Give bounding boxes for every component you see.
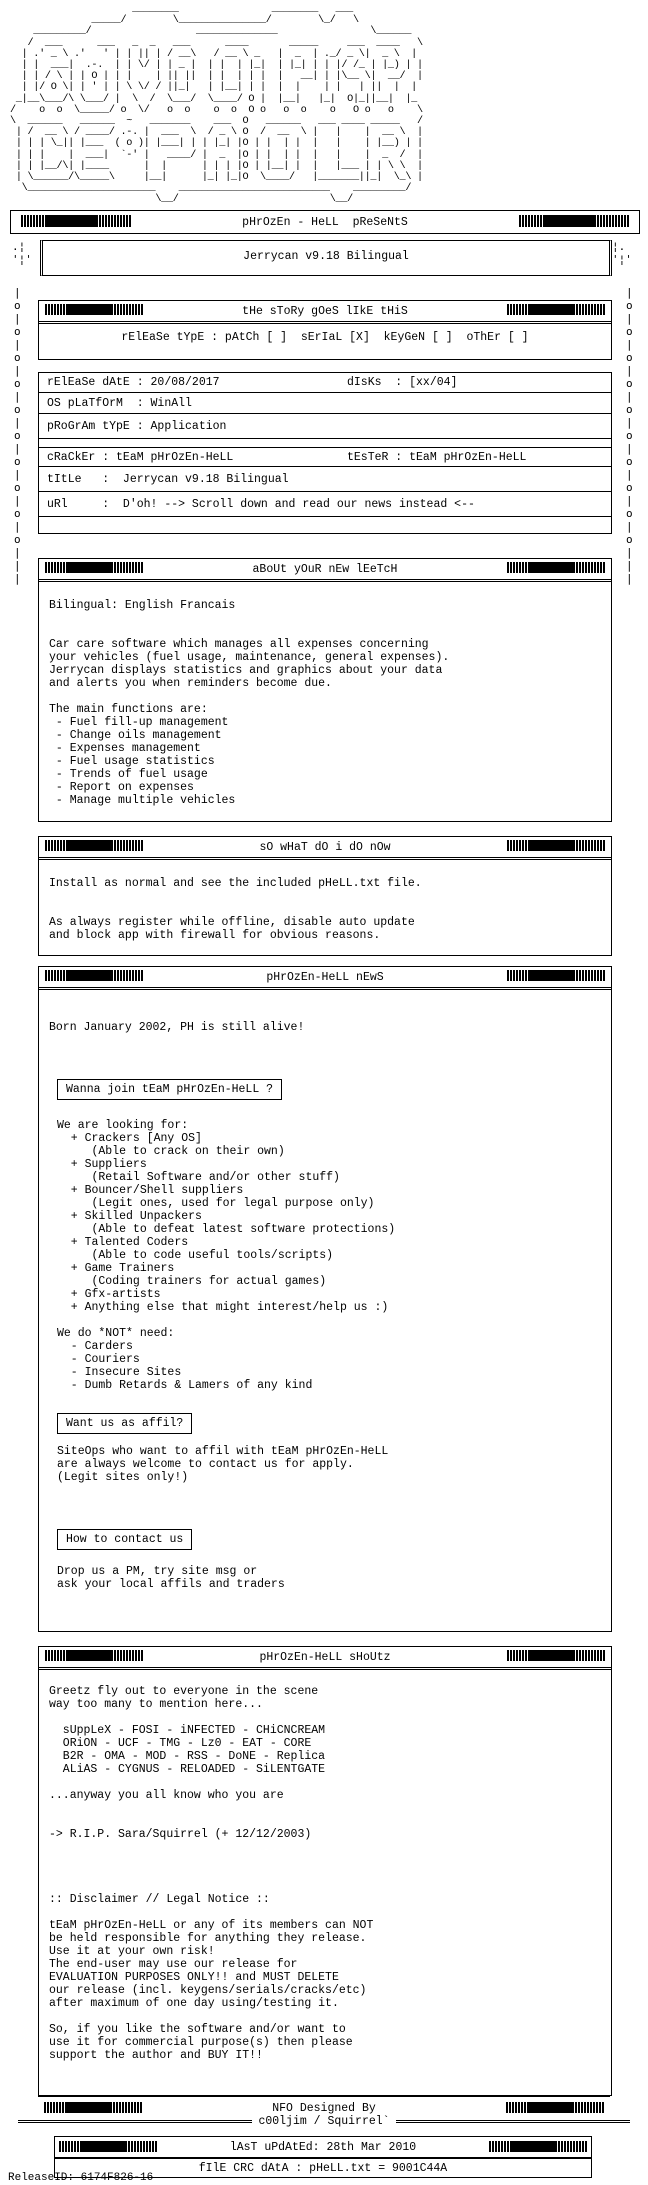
- howto-head-title: sO wHaT dO i dO nOw: [259, 840, 391, 854]
- news-head: [39, 967, 611, 990]
- program-title: Jerrycan v9.18 Bilingual: [243, 250, 409, 263]
- left-dots-decoration: .¦ '¦': [12, 240, 32, 266]
- about-body: Bilingual: English Francais Car care software which manages all expenses concerning your vehicles (fuel usage, maintenance, general expenses). Jerrycan displays statistics and graphics about your data and alerts you when reminders become due. The main functions are: - Fuel fill-up management - Change oils management - Expenses management - Fuel usage statistics - Trends of fuel usage - Report on expenses - Manage multiple vehicles: [49, 599, 450, 807]
- story-section: [38, 300, 612, 360]
- contact-button[interactable]: [57, 1527, 192, 1550]
- affil-button-label: Want us as affil?: [57, 1413, 192, 1434]
- left-hatch-decoration: [21, 215, 131, 227]
- designer-name: c00ljim / Squirrel`: [252, 2115, 395, 2128]
- contact-text: Drop us a PM, try site msg or ask your local affils and traders: [57, 1565, 285, 1591]
- about-head-title: aBoUt yOuR nEw lEeTcH: [252, 562, 398, 576]
- story-head: [39, 301, 611, 324]
- program-type-row: [39, 415, 611, 439]
- nfo-page: [8, 0, 640, 2184]
- shoutz-head-title: pHrOzEn-HeLL sHoUtz: [259, 1650, 391, 1664]
- designed-by-label: NFO Designed By: [272, 2102, 376, 2115]
- right-hatch-decoration: [519, 215, 629, 227]
- phrozen-hell-ascii-logo: [10, 4, 638, 206]
- os-platform-field: OS pLaTfOrM : WinAll: [47, 397, 192, 410]
- release-date-field: rElEaSe dAtE : 20/08/2017: [47, 376, 220, 389]
- release-id: ReleaseID: 6174F826-16: [8, 2172, 154, 2184]
- title-field: tItLe : Jerrycan v9.18 Bilingual: [47, 473, 289, 486]
- right-rail-decoration: | o | o | o | o | o | o | o | o | o | o | | |: [626, 286, 633, 585]
- join-button-label: Wanna join tEaM pHrOzEn-HeLL ?: [57, 1079, 282, 1100]
- news-head-title: pHrOzEn-HeLL nEwS: [266, 970, 384, 984]
- shoutz-body: Greetz fly out to everyone in the scene way too many to mention here... sUppLeX - FOSI - iNFECTED - CHiCNCREAM ORiON - UCF - TMG - Lz0 - EAT - CORE B2R - OMA - MOD - RSS - DoNE - Replica ALiAS - CYGNUS - RELOADED - SiLENTGATE ...anyway you all know who you are -> R.I.P. Sara/Squirrel (+ 12/12/2003) :: Disclaimer // Legal Notice :: tEaM pHrOzEn-HeLL or any of its members can NOT be held responsible for anything they release. Use it at your own risk! The end-user may use our release for EVALUATION PURPOSES ONLY!! and MUST DELETE our release (incl. keygens/serials/cracks/etc) after maximum of one day using/testing it. So, if you like the software and/or want to use it for commercial purpose(s) then please support the author and BUY IT!!: [49, 1685, 374, 2062]
- presents-text: pHrOzEn - HeLL pReSeNtS: [242, 215, 408, 229]
- shoutz-section: [38, 1646, 612, 2096]
- release-date-row: [39, 373, 611, 393]
- howto-body: Install as normal and see the included pHeLL.txt file. As always register while offline, disable auto update and block app with firewall for obvious reasons.: [49, 877, 422, 942]
- affil-text: SiteOps who want to affil with tEaM pHrOzEn-HeLL are always welcome to contact us for apply. (Legit sites only!): [57, 1445, 389, 1484]
- release-info-table: [38, 372, 612, 534]
- news-born: Born January 2002, PH is still alive!: [49, 1021, 305, 1034]
- howto-head: [39, 837, 611, 860]
- crc-text: fIlE CRC dAtA : pHeLL.txt = 9001C44A: [198, 2162, 448, 2175]
- last-updated-text: lAsT uPdAtEd: 28th Mar 2010: [229, 2141, 417, 2154]
- contact-button-label: How to contact us: [57, 1529, 192, 1550]
- url-field: uRl : D'oh! --> Scroll down and read our news instead <--: [47, 498, 475, 511]
- news-looking-for: We are looking for: + Crackers [Any OS] (Able to crack on their own) + Suppliers (Retail Software and/or other stuff) + Bouncer/Shell suppliers (Legit ones, used for legal purpose only) + Skilled Unpackers (Able to defeat latest software protections) + Talented Coders (Able to code useful tools/scripts) + Game Trainers (Coding trainers for actual games) + Gfx-artists + Anything else that might interest/help us :) We do *NOT* need: - Carders - Couriers - Insecure Sites - Dumb Retards & Lamers of any kind: [57, 1119, 396, 1392]
- howto-section: [38, 836, 612, 956]
- program-title-bar: [40, 240, 612, 276]
- logo-ascii-art: ________ ________ ___ _____/ \_______________/ \_/ \ _________/ ______________ \______ / ___ ___ _ _ ___ ____ _____ ___ ____ \ | .' _ \ .' ' | | || | / __\ / __ \ _ | _ | ._/ _ \| _ \ | | | ___| .-. | | \/ | | _ | | | | |_| | |_| | | |/ /_ | |_) | | | | / \ | | O | | | | || || | | | | | | __| | |\__ \| __/ | | |/ O \| | ' | | \ \/ / ||_| | |__| | | | | | | | || | | _|__\___/\ \___/ | \ / \___/ \____/ O | |__| |_| O|_||__| |_ / o o \_____/ o \/ o o o o O o o o o O o o \ \ ______ ______ ~ _______ ___ O ______ ___ ____ _____ / | / __ \ / ____/ .-. | ___ \ / _ \ O / __ \ | | | __ \ | | | | \_|| |___ ( o )| |___| | | |_| |O | | | | | | | |__) | | | | | | ___| `-' | ____/ | _ |O | | | | | | | _ / | | | |__/\| |____ | | | | | |O | |__| | | |___ | | \ \ | | \______/\_____\ |__| |_| |_|O \____/ |_______||_| \_\ | \______________________ __________________________ _________/ \__/ \__/: [10, 4, 423, 206]
- join-button[interactable]: [57, 1077, 282, 1100]
- left-rail-decoration: | o | o | o | o | o | o | o | o | o | o | | |: [14, 286, 21, 585]
- cracker-tester-row: [39, 447, 611, 467]
- last-updated-row: [54, 2136, 592, 2158]
- about-section: [38, 558, 612, 822]
- news-section: [38, 966, 612, 1632]
- story-head-title: tHe sToRy gOeS lIkE tHiS: [242, 304, 408, 318]
- about-head: [39, 559, 611, 582]
- affil-button[interactable]: [57, 1411, 192, 1434]
- title-row: [39, 468, 611, 492]
- tester-field: tEsTeR : tEaM pHrOzEn-HeLL: [347, 450, 527, 464]
- program-type-field: pRoGrAm tYpE : Application: [47, 420, 227, 433]
- disks-field: dIsKs : [xx/04]: [347, 376, 458, 389]
- url-row: [39, 493, 611, 517]
- os-platform-row: [39, 394, 611, 414]
- cracker-field: cRaCkEr : tEaM pHrOzEn-HeLL: [47, 450, 234, 464]
- right-dots-decoration: ¦. '¦': [612, 240, 632, 266]
- release-type-line: rElEaSe tYpE : pAtCh [ ] sErIaL [X] kEyGeN [ ] oThEr [ ]: [121, 331, 529, 344]
- shoutz-head: [39, 1647, 611, 1670]
- presents-bar: [10, 210, 640, 234]
